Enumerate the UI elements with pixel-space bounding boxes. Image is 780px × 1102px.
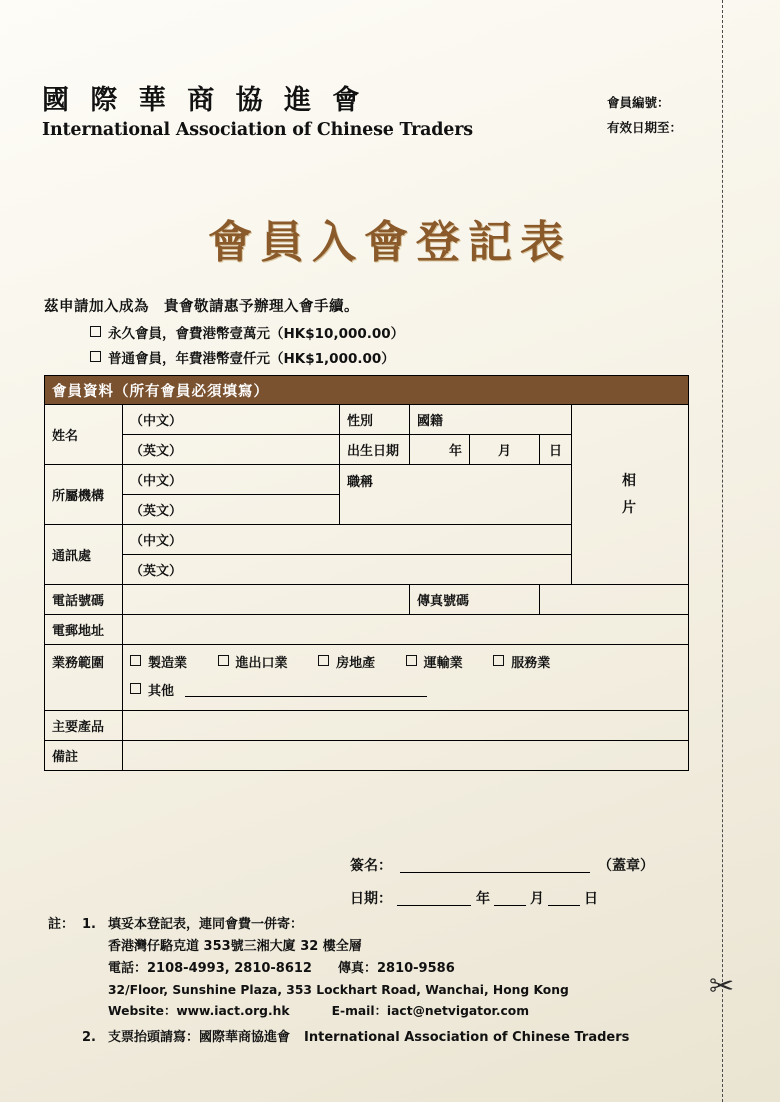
date-month-label: 月: [530, 891, 544, 907]
organization-english-field[interactable]: （英文）: [123, 495, 340, 525]
note-1-website[interactable]: Website：www.iact.org.hk: [108, 1004, 290, 1019]
fax-field[interactable]: [540, 585, 689, 615]
document-header: [42, 86, 682, 140]
note-1-address-en: 32/Floor, Sunshine Plaza, 353 Lockhart Road, Wanchai, Hong Kong: [108, 983, 569, 998]
header-fields: [607, 90, 682, 140]
intro-text: 茲申請加入成為 貴會敬請惠予辦理入會手續。: [44, 299, 359, 315]
org-name-english: International Association of Chinese Traders: [42, 119, 473, 140]
photo-placeholder: [572, 405, 689, 585]
membership-option-permanent-label: 永久會員，會費港幣壹萬元（HK$10,000.00）: [108, 326, 405, 342]
member-number-label: 會員編號：: [606, 95, 670, 110]
table-row: [45, 405, 689, 435]
note-2-text: [108, 1028, 629, 1048]
note-2: [48, 1028, 629, 1048]
note-1: [48, 915, 629, 935]
name-label: 姓名: [45, 405, 123, 465]
table-row: [45, 741, 689, 771]
note-1-number: 1.: [82, 917, 96, 932]
business-option-real-estate-label: 房地產: [336, 656, 376, 671]
seal-label: （蓋章）: [598, 858, 654, 874]
business-option-services[interactable]: [493, 656, 550, 671]
signature-input[interactable]: [400, 858, 590, 873]
page-title: 會員入會登記表: [208, 217, 572, 268]
business-option-transport[interactable]: [406, 656, 463, 671]
remark-field[interactable]: [123, 741, 689, 771]
business-scope-options: [123, 645, 689, 711]
name-english-field[interactable]: （英文）: [123, 435, 340, 465]
date-year-label: 年: [476, 891, 490, 907]
main-products-field[interactable]: [123, 711, 689, 741]
cut-dashed-line: [722, 0, 723, 1102]
business-option-import-export[interactable]: [218, 656, 288, 671]
checkbox-icon[interactable]: [493, 655, 504, 666]
table-row: [45, 615, 689, 645]
business-option-services-label: 服務業: [511, 656, 551, 671]
business-option-other-label: 其他: [148, 684, 175, 699]
organization-label: 所屬機構: [45, 465, 123, 525]
date-row: [350, 888, 654, 908]
checkbox-icon[interactable]: [218, 655, 229, 666]
photo-char-2: 片: [622, 499, 638, 516]
phone-label: 電話號碼: [45, 585, 123, 615]
business-option-manufacturing[interactable]: [130, 656, 187, 671]
address-english-field[interactable]: （英文）: [123, 555, 572, 585]
note-2-number: 2.: [82, 1029, 96, 1045]
address-chinese-field[interactable]: （中文）: [123, 525, 572, 555]
notes-label: 註：: [48, 917, 75, 932]
business-option-transport-label: 運輸業: [423, 656, 463, 671]
table-row: [45, 645, 689, 711]
note-1-body: [48, 937, 629, 1021]
note-2-chinese: 支票抬頭請寫：國際華商協進會: [108, 1029, 291, 1045]
date-month-input[interactable]: [494, 891, 526, 906]
business-option-other[interactable]: [130, 684, 174, 699]
dob-year-field[interactable]: 年: [410, 435, 470, 465]
date-year-input[interactable]: [397, 891, 471, 906]
nationality-label: 國籍: [410, 405, 572, 435]
photo-char-1: 相: [622, 472, 638, 489]
business-option-manufacturing-label: 製造業: [148, 656, 188, 671]
email-field[interactable]: [123, 615, 689, 645]
signature-block: [350, 855, 654, 921]
dob-day-field[interactable]: 日: [540, 435, 572, 465]
business-scope-label: 業務範圍: [45, 645, 123, 711]
business-scope-row-1: [130, 652, 681, 671]
job-title-label[interactable]: 職稱: [340, 465, 572, 525]
business-option-other-input[interactable]: [185, 683, 427, 697]
gender-label: 性別: [340, 405, 410, 435]
date-day-label: 日: [584, 891, 598, 907]
table-row: [45, 711, 689, 741]
note-1-phone-fax: 電話：2108-4993, 2810-8612 傳真：2810-9586: [108, 961, 455, 977]
note-1-email[interactable]: E-mail：iact@netvigator.com: [331, 1004, 530, 1019]
name-chinese-field[interactable]: （中文）: [123, 405, 340, 435]
table-row: [45, 585, 689, 615]
membership-options: [90, 322, 404, 372]
valid-until-label: 有效日期至：: [606, 120, 682, 135]
signature-label: 簽名：: [350, 858, 392, 874]
date-label: 日期：: [350, 891, 392, 907]
main-products-label: 主要產品: [45, 711, 123, 741]
signature-row: [350, 855, 654, 875]
checkbox-icon[interactable]: [90, 326, 101, 337]
phone-field[interactable]: [123, 585, 410, 615]
member-info-table: [44, 375, 689, 771]
dob-month-field[interactable]: 月: [470, 435, 540, 465]
business-option-real-estate[interactable]: [318, 656, 375, 671]
date-day-input[interactable]: [548, 891, 580, 906]
org-name-chinese: 國 際 華 商 協 進 會: [42, 85, 366, 116]
email-label: 電郵地址: [45, 615, 123, 645]
notes-section: [48, 915, 629, 1048]
dob-label: 出生日期: [340, 435, 410, 465]
membership-option-permanent[interactable]: [90, 322, 404, 347]
organization-chinese-field[interactable]: （中文）: [123, 465, 340, 495]
table-band-title: 會員資料（所有會員必須填寫）: [45, 376, 689, 405]
checkbox-icon[interactable]: [406, 655, 417, 666]
note-2-english: International Association of Chinese Traders: [304, 1029, 630, 1045]
checkbox-icon[interactable]: [130, 655, 141, 666]
note-1-title: 填妥本登記表，連同會費一併寄：: [108, 917, 304, 932]
membership-option-ordinary[interactable]: [90, 347, 404, 372]
membership-option-ordinary-label: 普通會員，年費港幣壹仟元（HK$1,000.00）: [108, 350, 395, 367]
fax-label: 傳真號碼: [410, 585, 540, 615]
business-option-import-export-label: 進出口業: [235, 656, 288, 671]
remark-label: 備註: [45, 741, 123, 771]
note-1-address: 香港灣仔駱克道 353號三湘大廈 32 樓全層: [108, 939, 362, 955]
checkbox-icon[interactable]: [90, 351, 101, 362]
checkbox-icon[interactable]: [130, 683, 141, 694]
checkbox-icon[interactable]: [318, 655, 329, 666]
address-label: 通訊處: [45, 525, 123, 585]
table-band-header: [45, 376, 689, 405]
scissors-icon: ✂: [709, 970, 735, 1003]
business-scope-row-2: [130, 680, 681, 699]
note-1-contact-line: [108, 1002, 629, 1021]
